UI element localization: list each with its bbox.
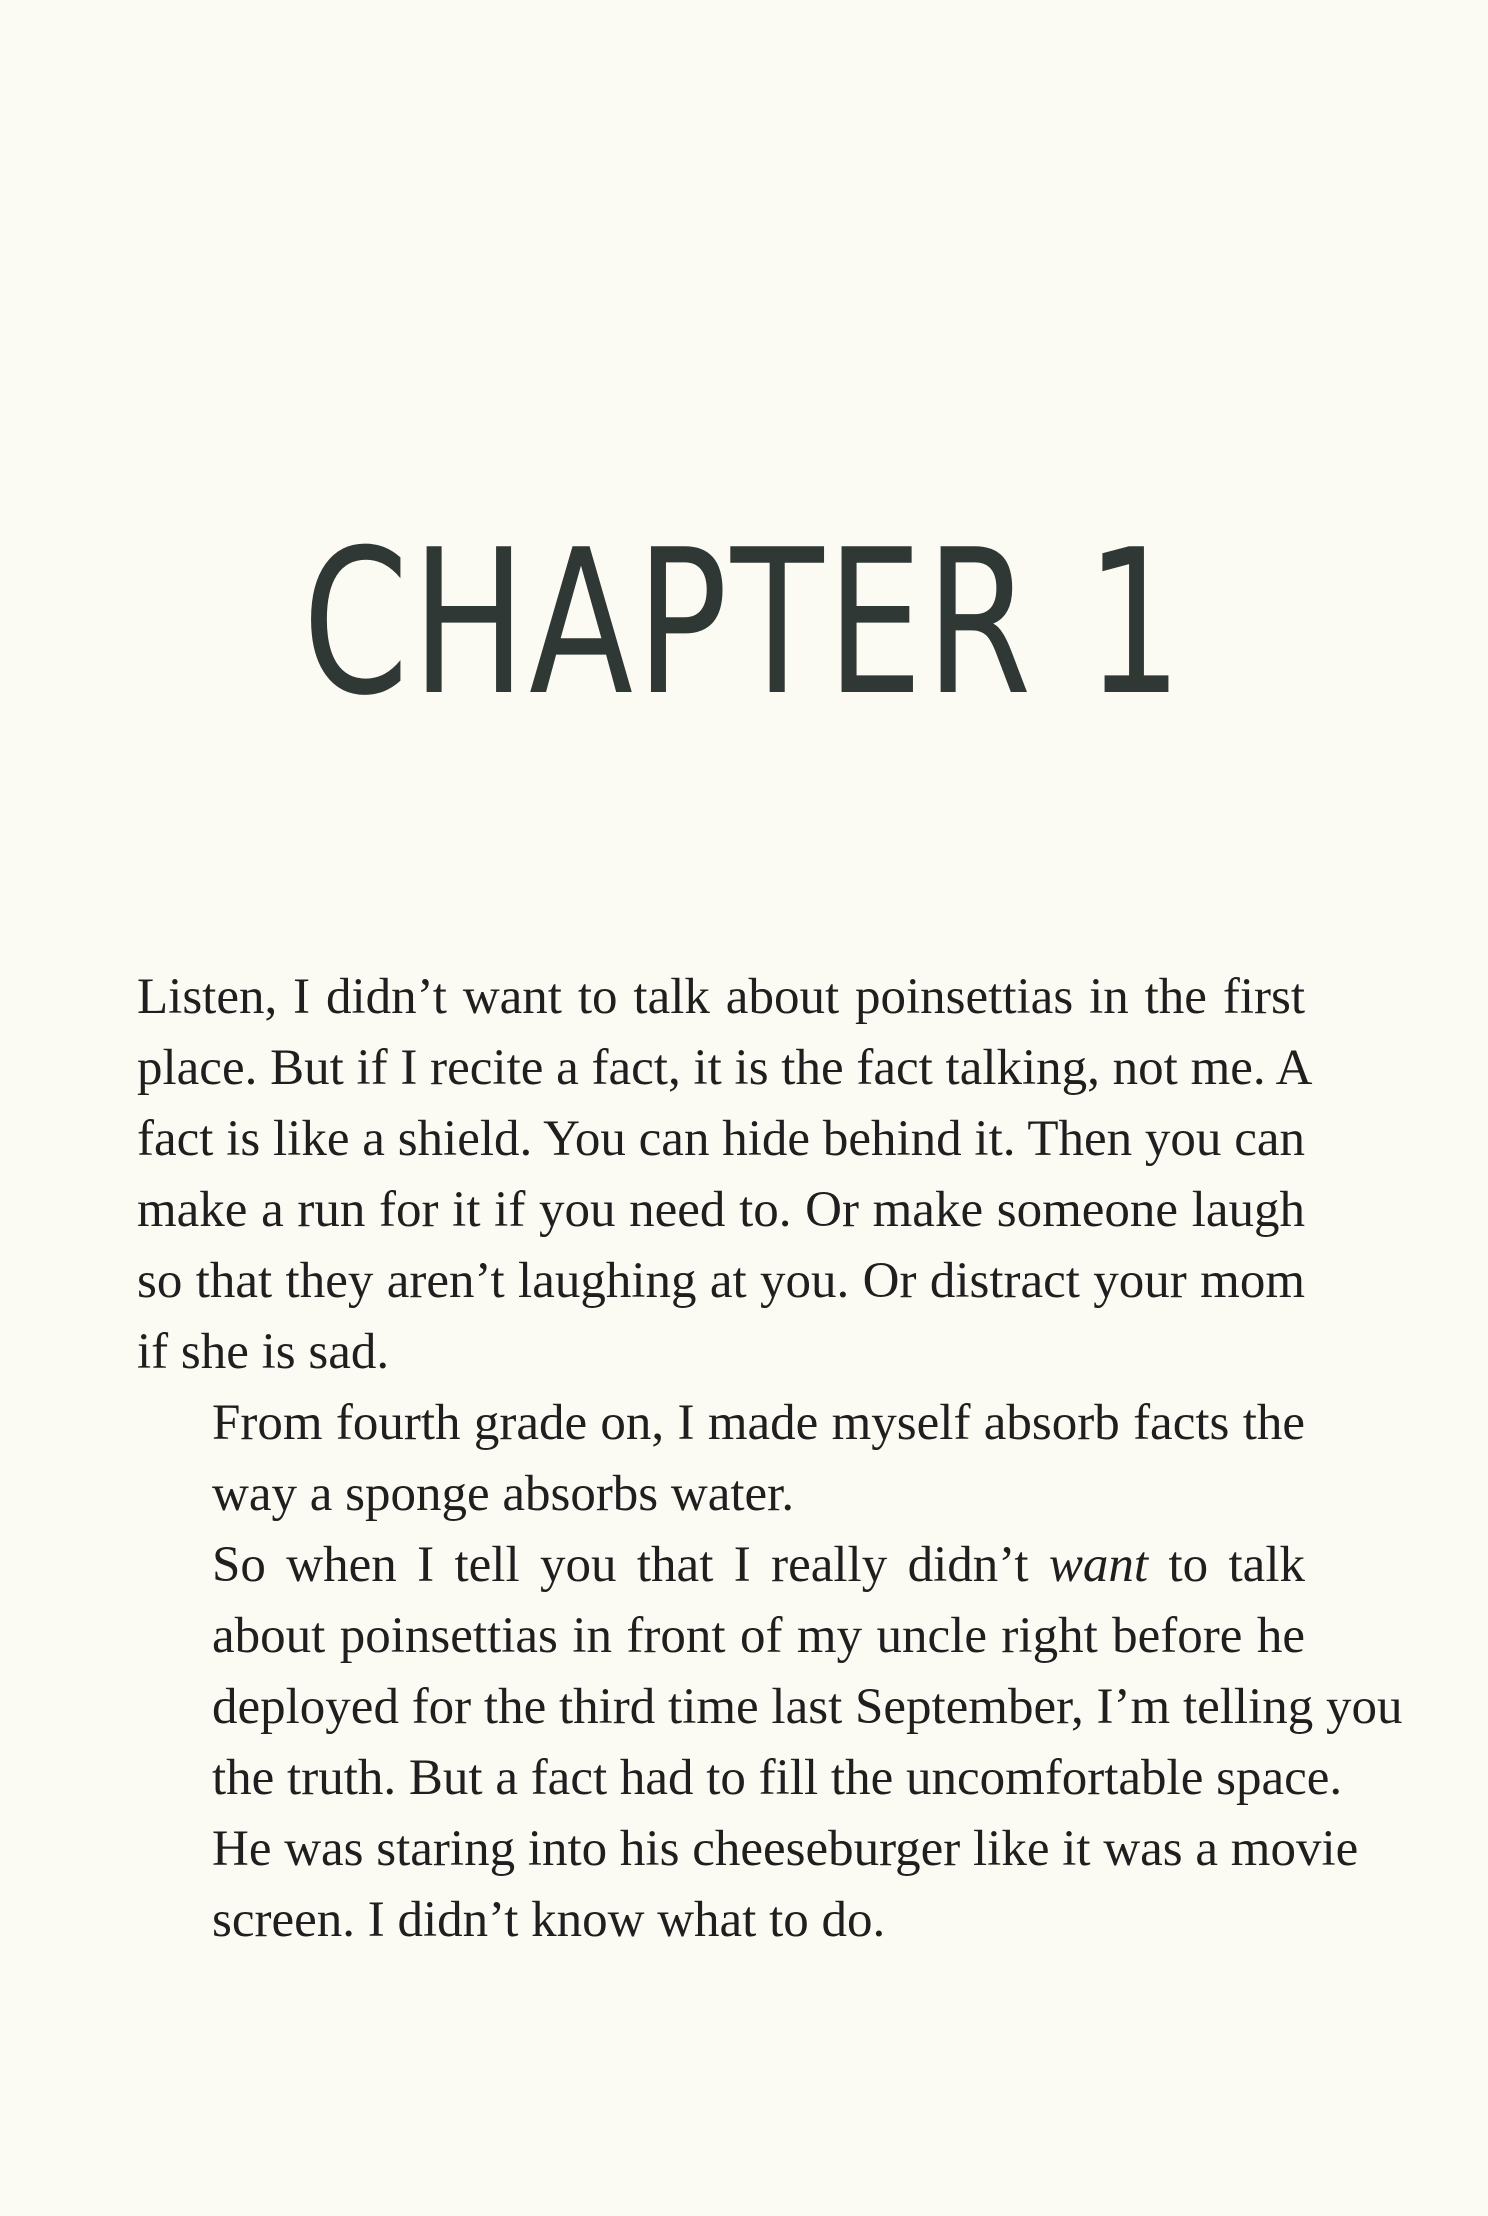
text-line: make a run for it if you need to. Or make someone laugh: [137, 1182, 1305, 1238]
paragraph-3: [137, 1530, 1403, 1956]
paragraph-1: [137, 962, 1313, 1388]
text-line: place. But if I recite a fact, it is the fact talking, not me. A: [137, 1040, 1313, 1096]
text-line: [137, 1530, 1305, 1601]
text-line: He was staring into his cheeseburger like it was a movie: [212, 1821, 1359, 1877]
text-line: Listen, I didn’t want to talk about poinsettias in the first: [137, 969, 1305, 1025]
text-line: deployed for the third time last September, I’m telling you: [212, 1679, 1403, 1735]
text-line: fact is like a shield. You can hide behind it. Then you can: [137, 1111, 1305, 1167]
text-line: From fourth grade on, I made myself absorb facts the: [212, 1395, 1305, 1451]
text-line: way a sponge absorbs water.: [212, 1466, 795, 1522]
emphasized-word: want: [1048, 1537, 1149, 1593]
text-run: So when I tell you that I really didn’t: [212, 1537, 1049, 1593]
text-line: screen. I didn’t know what to do.: [212, 1892, 886, 1948]
text-line: so that they aren’t laughing at you. Or distract your mom: [137, 1253, 1305, 1309]
text-run: to talk: [1148, 1537, 1305, 1593]
text-line: about poinsettias in front of my uncle right before he: [212, 1608, 1305, 1664]
paragraph-2: [137, 1388, 1305, 1530]
chapter-heading: CHAPTER 1: [302, 507, 1186, 740]
text-line: if she is sad.: [137, 1324, 390, 1380]
text-line: the truth. But a fact had to fill the uncomfortable space.: [212, 1750, 1343, 1806]
chapter-body: [137, 962, 1403, 1956]
